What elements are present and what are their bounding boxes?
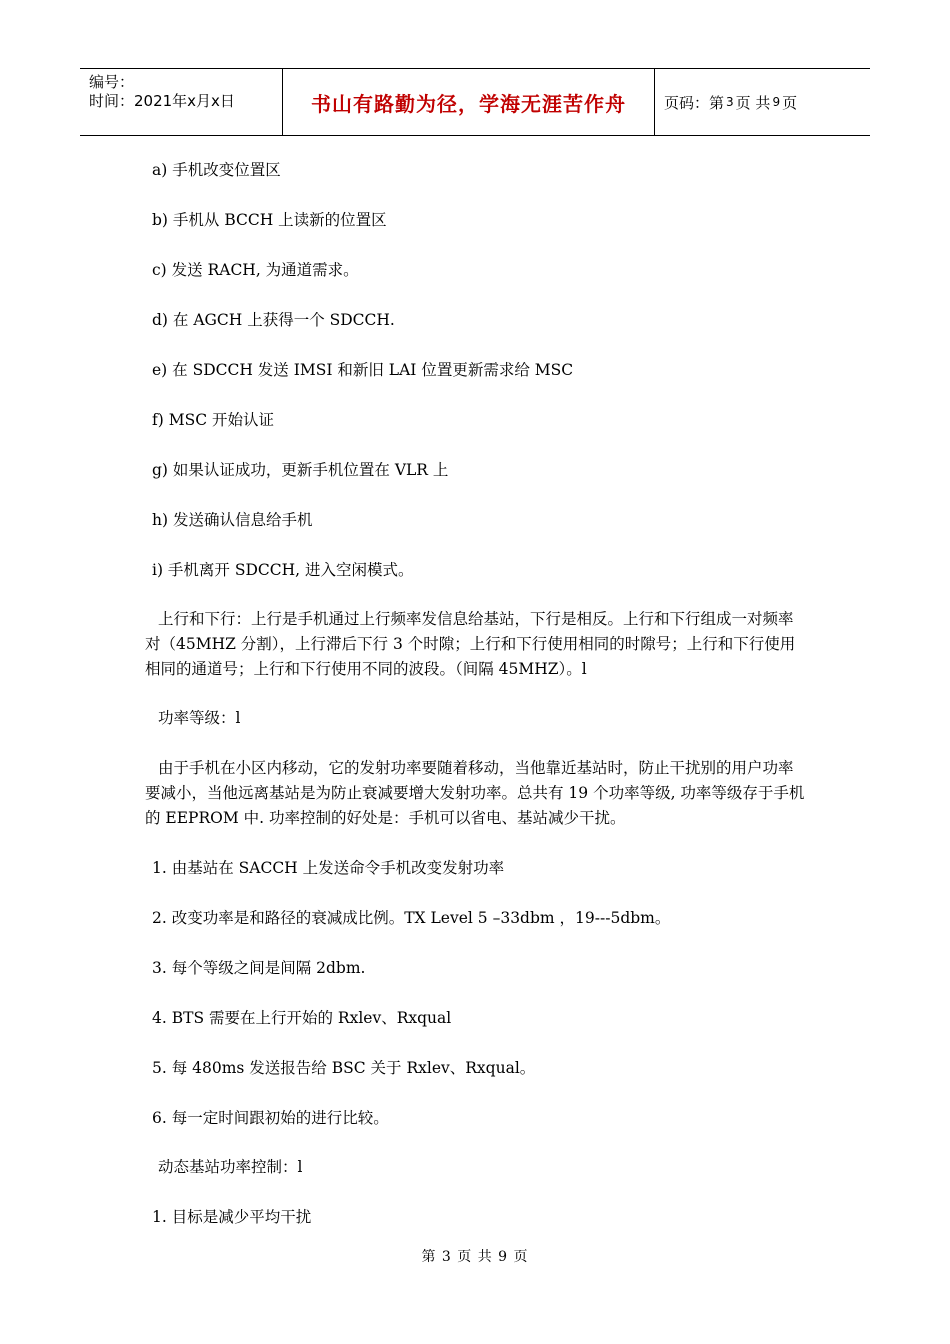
- header-meta: [80, 69, 282, 135]
- list-item: 6. 每一定时间跟初始的进行比较。: [152, 1109, 389, 1127]
- list-item: i) 手机离开 SDCCH, 进入空闲模式。: [152, 561, 414, 579]
- list-item: 1. 目标是减少平均干扰: [152, 1208, 312, 1226]
- document-date: 时间：2021年x月x日: [89, 92, 235, 110]
- list-item: b) 手机从 BCCH 上读新的位置区: [152, 211, 387, 229]
- list-item: 5. 每 480ms 发送报告给 BSC 关于 Rxlev、Rxqual。: [152, 1059, 536, 1077]
- list-item: d) 在 AGCH 上获得一个 SDCCH.: [152, 311, 395, 329]
- document-number-label: 编号：: [89, 73, 135, 91]
- list-item: c) 发送 RACH, 为通道需求。: [152, 261, 359, 279]
- uplink-downlink-paragraph: 上行和下行：上行是手机通过上行频率发信息给基站，下行是相反。上行和下行组成一对频率对（45MHZ 分割），上行滞后下行 3 个时隙；上行和下行使用相同的时隙号；上行和下行使用相同的通道号；上行和下行使用不同的波段。（间隔 45MHZ）。l: [145, 610, 796, 678]
- page-current: 3: [726, 95, 734, 109]
- power-level-heading: 功率等级：l: [158, 709, 241, 727]
- list-item: g) 如果认证成功，更新手机位置在 VLR 上: [152, 461, 449, 479]
- dynamic-power-heading: 动态基站功率控制：l: [158, 1158, 303, 1176]
- page-footer: 第 3 页 共 9 页: [421, 1249, 529, 1265]
- page-header: [80, 68, 870, 136]
- page-mid: 页 共: [735, 93, 771, 112]
- list-item: a) 手机改变位置区: [152, 161, 281, 179]
- list-item: 3. 每个等级之间是间隔 2dbm.: [152, 959, 366, 977]
- list-item: 2. 改变功率是和路径的衰减成比例。TX Level 5 –33dbm ，19---5dbm。: [152, 909, 671, 927]
- list-item: 1. 由基站在 SACCH 上发送命令手机改变发射功率: [152, 859, 505, 877]
- list-item: e) 在 SDCCH 发送 IMSI 和新旧 LAI 位置更新需求给 MSC: [152, 361, 574, 379]
- header-motto: [282, 69, 655, 135]
- page-prefix: 页码：第: [664, 93, 725, 112]
- page-suffix: 页: [782, 93, 798, 112]
- list-item: 4. BTS 需要在上行开始的 Rxlev、Rxqual: [152, 1009, 452, 1027]
- list-item: h) 发送确认信息给手机: [152, 511, 313, 529]
- header-page-number: [655, 69, 870, 135]
- list-item: f) MSC 开始认证: [152, 411, 274, 429]
- motto-text: 书山有路勤为径，学海无涯苦作舟: [311, 91, 626, 116]
- page-total: 9: [772, 95, 781, 109]
- power-control-paragraph: 由于手机在小区内移动，它的发射功率要随着移动，当他靠近基站时，防止干扰别的用户功率要减小，当他远离基站是为防止衰减要增大发射功率。总共有 19 个功率等级, 功率等级存于手机的 EEPROM 中. 功率控制的好处是：手机可以省电、基站减少干扰。: [145, 759, 805, 827]
